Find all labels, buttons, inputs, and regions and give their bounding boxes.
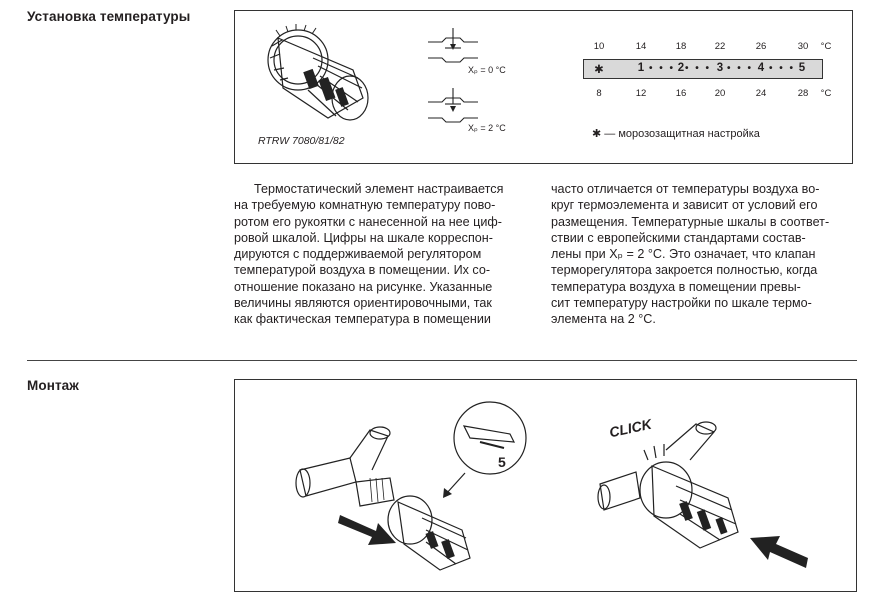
text-line: часто отличается от температуры воздуха во- xyxy=(551,182,820,196)
dial-mark: 4 xyxy=(757,62,765,74)
text-line: элемента на 2 °C. xyxy=(551,312,656,327)
scale-bottom-value: 8 xyxy=(596,88,602,99)
scale-bottom-value: 28 xyxy=(797,88,809,99)
text-line: сит температуру настройки по шкале термо- xyxy=(551,296,812,311)
text-line: отношение показано на рисунке. Указанные xyxy=(234,279,493,294)
text-line: дируются с поддерживаемой регулятором xyxy=(234,247,482,262)
section-divider xyxy=(27,360,857,361)
mounted-thermostat-illustration xyxy=(596,420,756,560)
scale-bottom-value: 12 xyxy=(635,88,647,99)
scale-top-value: 10 xyxy=(593,41,605,52)
scale-dots: • • • xyxy=(768,63,796,74)
scale-bottom-value: 24 xyxy=(755,88,767,99)
frost-protection-note: ✱ — морозозащитная настройка xyxy=(592,128,760,140)
scale-dots: • • • xyxy=(726,63,754,74)
section-heading-temperature: Установка температуры xyxy=(27,9,191,24)
text-line: температура воздуха в помещении превы- xyxy=(551,279,801,294)
text-line: величины являются ориентировочными, так xyxy=(234,296,492,311)
scale-unit: °C xyxy=(820,88,832,99)
scale-dots: • • • xyxy=(648,63,676,74)
scale-top-value: 26 xyxy=(755,41,767,52)
detail-pointer-arrow xyxy=(440,470,470,500)
detail-magnifier-circle xyxy=(450,398,530,478)
scale-top-value: 18 xyxy=(675,41,687,52)
dial-mark: 3 xyxy=(716,62,724,74)
text-line: ровой шкалой. Цифры на шкале корреспон- xyxy=(234,230,493,245)
scale-top-value: 22 xyxy=(714,41,726,52)
text-line: ротом его рукоятки с нанесенной на нее циф- xyxy=(234,214,502,229)
thermostat-head-left xyxy=(382,488,482,573)
text-line: на требуемую комнатную температуру пово- xyxy=(234,198,496,213)
text-line: лены при Xₚ = 2 °C. Это означает, что клапан xyxy=(551,247,816,262)
paragraph-left xyxy=(234,181,534,328)
text-line: как фактическая температура в помещении xyxy=(234,312,491,327)
detail-number: 5 xyxy=(498,454,506,470)
scale-dots: • • • xyxy=(684,63,712,74)
frost-mark: ✱ xyxy=(594,64,604,76)
dial-mark: 5 xyxy=(798,62,806,74)
text-line: температурой воздуха в помещении. Их со- xyxy=(234,263,491,278)
section-heading-mounting: Монтаж xyxy=(27,378,79,393)
xp2-label: Xₚ = 2 °C xyxy=(468,123,506,133)
paragraph-right xyxy=(551,181,851,328)
text-line: Термостатический элемент настраивается xyxy=(254,182,504,196)
model-label: RTRW 7080/81/82 xyxy=(258,135,345,147)
text-line: размещения. Температурные шкалы в соответ- xyxy=(551,214,830,229)
text-line: круг термоэлемента и зависит от условий его xyxy=(551,198,818,213)
text-line: ствии с европейскими стандартами состав- xyxy=(551,230,806,245)
dial-mark: 2 xyxy=(677,62,685,74)
scale-bottom-value: 16 xyxy=(675,88,687,99)
scale-top-value: 30 xyxy=(797,41,809,52)
dial-mark: 1 xyxy=(637,62,645,74)
scale-top-value: 14 xyxy=(635,41,647,52)
scale-bottom-value: 20 xyxy=(714,88,726,99)
scale-unit: °C xyxy=(820,41,832,52)
click-label: CLICK xyxy=(607,415,653,441)
thermostat-head-illustration xyxy=(258,18,388,130)
dial-scale-bar xyxy=(583,59,823,79)
xp0-label: Xₚ = 0 °C xyxy=(468,65,506,75)
text-line: терморегулятора закроется полностью, когда xyxy=(551,263,818,278)
mounting-arrow-right xyxy=(748,532,808,577)
